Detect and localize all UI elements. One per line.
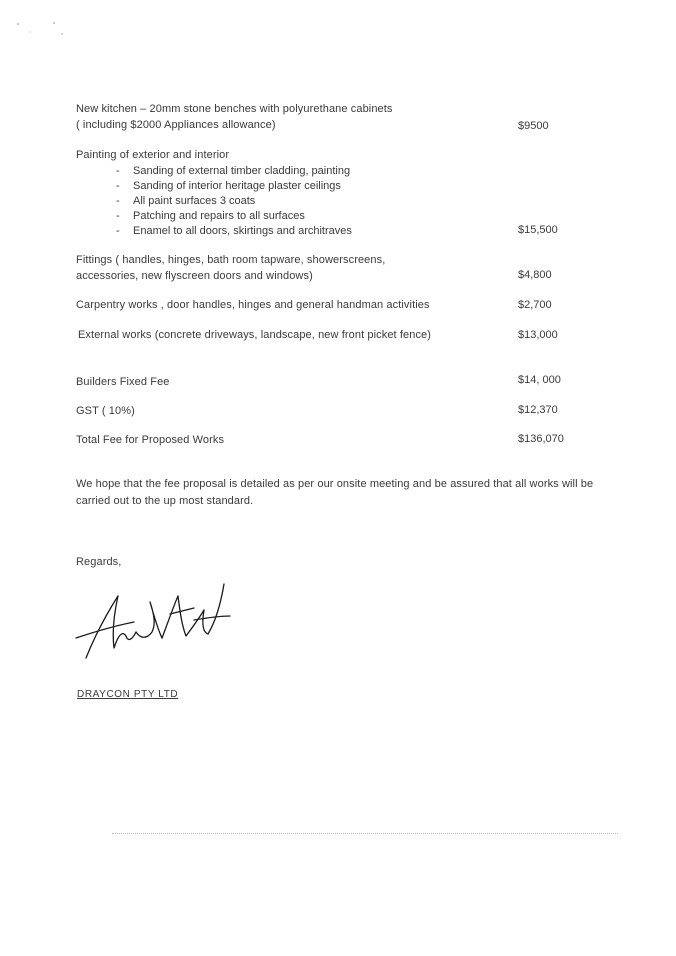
closing-line-2: carried out to the up most standard. bbox=[76, 495, 254, 507]
item-kitchen-amount: $9500 bbox=[518, 120, 549, 132]
painting-bullet-4: Patching and repairs to all surfaces bbox=[133, 210, 305, 222]
item-carpentry-amount: $2,700 bbox=[518, 299, 552, 311]
item-carpentry-line: Carpentry works , door handles, hinges and general handman activities bbox=[76, 299, 430, 311]
company-name: DRAYCON PTY LTD bbox=[77, 689, 179, 700]
gst-amount: $12,370 bbox=[518, 404, 558, 416]
bullet-marker: - bbox=[116, 165, 120, 177]
item-kitchen-line-1: New kitchen – 20mm stone benches with polyurethane cabinets bbox=[76, 103, 393, 115]
painting-bullet-2: Sanding of interior heritage plaster ceilings bbox=[133, 180, 341, 192]
item-external-amount: $13,000 bbox=[518, 329, 558, 341]
item-kitchen-line-2: ( including $2000 Appliances allowance) bbox=[76, 119, 276, 131]
item-painting-amount: $15,500 bbox=[518, 224, 558, 236]
item-fittings-line-1: Fittings ( handles, hinges, bath room tapware, showerscreens, bbox=[76, 254, 386, 266]
bullet-marker: - bbox=[116, 210, 120, 222]
item-external-line: External works (concrete driveways, landscape, new front picket fence) bbox=[78, 329, 432, 341]
painting-bullet-1: Sanding of external timber cladding, painting bbox=[133, 165, 351, 177]
item-fittings-amount: $4,800 bbox=[518, 269, 552, 281]
painting-bullet-3: All paint surfaces 3 coats bbox=[133, 195, 256, 207]
gst-label: GST ( 10%) bbox=[76, 405, 135, 417]
footer-divider bbox=[112, 833, 618, 834]
total-fee-label: Total Fee for Proposed Works bbox=[76, 434, 225, 446]
regards: Regards, bbox=[76, 556, 122, 568]
scan-specks bbox=[16, 20, 76, 40]
builders-fee-amount: $14, 000 bbox=[518, 374, 561, 386]
item-painting-heading: Painting of exterior and interior bbox=[76, 149, 230, 161]
item-fittings-line-2: accessories, new flyscreen doors and windows) bbox=[76, 270, 313, 282]
handwritten-signature bbox=[74, 580, 234, 660]
bullet-marker: - bbox=[116, 225, 120, 237]
total-fee-amount: $136,070 bbox=[518, 433, 564, 445]
bullet-marker: - bbox=[116, 195, 120, 207]
painting-bullet-5: Enamel to all doors, skirtings and architraves bbox=[133, 225, 352, 237]
bullet-marker: - bbox=[116, 180, 120, 192]
builders-fee-label: Builders Fixed Fee bbox=[76, 376, 170, 388]
closing-line-1: We hope that the fee proposal is detailed as per our onsite meeting and be assured that all works will be bbox=[76, 478, 594, 490]
